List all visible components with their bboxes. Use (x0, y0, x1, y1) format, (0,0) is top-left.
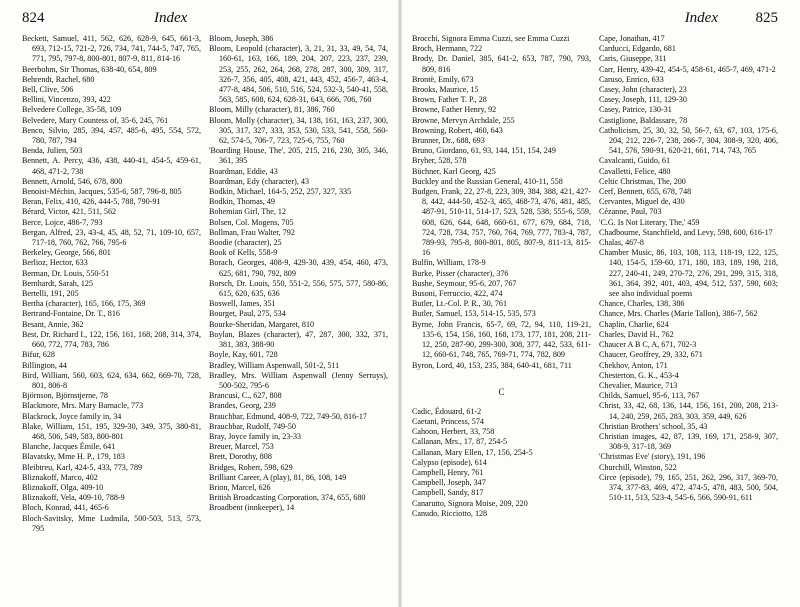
index-entry: Chaucer, Geoffrey, 29, 332, 671 (599, 350, 703, 360)
left-page (0, 0, 398, 607)
index-entry: Brontë, Emily, 673 (412, 74, 474, 84)
index-entry: Campbell, Sandy, 817 (412, 488, 484, 498)
index-entry: Chevalier, Maurice, 713 (599, 380, 678, 390)
index-entry: Bergan, Alfred, 23, 43-4, 45, 48, 52, 71, 109-10, 657, 717-18, 760, 762, 766, 795-6 (22, 227, 201, 248)
index-entries-b (412, 34, 591, 371)
index-entry: Chadbourne, Stanchfield, and Levy, 598, 600, 616-17 (599, 227, 773, 237)
index-entry: Callanan, Mrs., 17, 87, 254-5 (412, 437, 508, 447)
left-page-columns (22, 34, 388, 534)
index-entry: Bertelli, 191, 205 (22, 289, 79, 299)
index-entry: Bryher, 528, 578 (412, 156, 467, 166)
index-entry: Bellini, Vincenzo, 393, 422 (22, 95, 111, 105)
right-page-header (412, 10, 778, 32)
index-entry: Casey, John (character), 23 (599, 85, 687, 95)
right-page-columns (412, 34, 778, 519)
index-entry: Chaucer A B C, A, 671, 702-3 (599, 340, 697, 350)
index-entry: Bray, Joyce family in, 23-33 (209, 431, 302, 441)
index-entry: Bloom, Joseph, 386 (209, 34, 274, 43)
index-entry: Childs, Samuel, 95-6, 113, 767 (599, 391, 700, 401)
index-entry: Cavalcanti, Guido, 61 (599, 156, 671, 166)
index-entry: Boswell, James, 351 (209, 299, 276, 309)
index-entry: Blanche, Jacques Émile, 641 (22, 442, 116, 452)
index-column-right (599, 34, 778, 519)
index-entry: Brody, Dr. Daniel, 385, 641-2, 653, 787, 790, 793, 809, 816 (412, 54, 591, 74)
index-entry: Belvedere College, 35-58, 109 (22, 105, 122, 115)
index-entry: Borach, Georges, 408-9, 429-30, 439, 454, 460, 473, 625, 681, 790, 792, 809 (209, 258, 388, 278)
index-entry: Bohemian Girl, The, 12 (209, 207, 286, 217)
index-entry: Bliznakoff, Marco, 402 (22, 472, 98, 482)
index-entry: Brown, Father T. P., 28 (412, 95, 487, 105)
index-entry: Burke, Pisser (character), 376 (412, 268, 509, 278)
index-entry: Chance, Mrs. Charles (Marie Tallon), 386-7, 562 (599, 309, 758, 319)
index-entry: Celtic Christmas, The, 200 (599, 176, 686, 186)
index-entry: Churchill, Winston, 522 (599, 462, 677, 472)
index-entry: Bodkin, Michael, 164-5, 252, 257, 327, 335 (209, 187, 352, 197)
index-entry: Brauchbar, Edmund, 408-9, 722, 749-50, 816-17 (209, 411, 367, 421)
index-entry: Bollman, Frau Walter, 792 (209, 227, 295, 237)
index-entry: Carducci, Edgardo, 681 (599, 44, 676, 54)
index-entry: Brilliant Career, A (play), 81, 86, 108, 149 (209, 472, 347, 482)
index-entry: Chesterton, G. K., 453-4 (599, 370, 679, 380)
index-entry: Christian Brothers' school, 35, 43 (599, 421, 708, 431)
index-entry: Belvedere, Mary Countess of, 35-6, 245, 761 (22, 115, 169, 125)
page-number: 825 (755, 10, 778, 26)
index-entry: Bennett, A. Percy, 436, 438, 440-41, 454-5, 459-61, 468, 471-2, 738 (22, 156, 201, 176)
index-entry: Broch, Hermann, 722 (412, 44, 483, 54)
index-entry: Büchner, Karl Georg, 425 (412, 166, 496, 176)
right-page (402, 0, 800, 607)
index-entry: Bifur, 628 (22, 350, 55, 360)
index-entry: Bulfin, William, 178-9 (412, 258, 486, 268)
index-entry: Casey, Patrice, 130-31 (599, 105, 672, 115)
index-entry: Blackmore, Mrs. Mary Barnacle, 773 (22, 401, 144, 411)
index-entry: Brunner, Dr., 688, 693 (412, 136, 485, 146)
index-column-left (412, 34, 591, 519)
index-entry: Behrendt, Rachel, 680 (22, 74, 95, 84)
left-page-header (22, 10, 388, 32)
index-entry: Bloch-Savitsky, Mme Ludmila, 500-503, 513, 573, 795 (22, 513, 201, 533)
index-entry: Christian images, 42, 87, 139, 169, 171, 258-9, 307, 308-9, 317-18, 369 (599, 431, 778, 452)
index-entry: Beran, Felix, 410, 426, 444-5, 788, 790-91 (22, 197, 161, 207)
index-entry: Browning, Robert, 460, 643 (412, 125, 503, 135)
index-entry: Bloom, Milly (character), 81, 386, 760 (209, 105, 335, 115)
index-entry: Castiglione, Baldassare, 78 (599, 115, 688, 125)
index-entry: Chalas, 467-8 (599, 238, 644, 248)
index-entry: Chekhov, Anton, 171 (599, 360, 668, 370)
running-title: Index (684, 10, 718, 26)
index-entry: Bruno, Giordano, 61, 93, 144, 151, 154, 249 (412, 146, 556, 156)
index-entry: Circe (episode), 79, 165, 251, 262, 296, 317, 369-70, 374, 377-83, 469, 472, 474-5, 478, 483, 500, 504, 510-11, 513, 523-4, 545-6, 566, 590-91, 611 (599, 472, 778, 503)
index-entry: Boylan, Blazes (character), 47, 287, 300, 332, 371, 381, 383, 388-90 (209, 329, 388, 350)
index-entry: Canarutto, Signora Moise, 209, 220 (412, 498, 528, 508)
index-entry: Browne, Father Henry, 92 (412, 105, 497, 115)
index-entry: Bell, Clive, 506 (22, 85, 74, 95)
index-entry: Brion, Marcel, 626 (209, 482, 271, 492)
index-entry: Bolsen, Col. Mogens, 705 (209, 217, 294, 227)
index-entry: Christ, 33, 42, 68, 136, 144, 156, 161, 200, 208, 213-14, 240, 259, 265, 283, 303, 359, 449, 626 (599, 401, 778, 421)
index-entry: Campbell, Joseph, 347 (412, 478, 486, 488)
index-entry: Busoni, Ferruccio, 422, 474 (412, 289, 503, 299)
index-entry: Breuer, Marcel, 753 (209, 442, 274, 452)
index-entry: Callanan, Mary Ellen, 17, 156, 254-5 (412, 447, 533, 457)
index-entry: Borsch, Dr. Louis, 550, 551-2, 556, 575, 577, 580-86, 615, 620, 635, 636 (209, 278, 388, 299)
index-entry: Billington, 44 (22, 360, 67, 370)
index-entry: Cerf, Bennett, 655, 678, 748 (599, 187, 692, 197)
index-entry: Bertha (character), 165, 166, 175, 369 (22, 299, 146, 309)
index-entry: Bliznakoff, Vela, 409-10, 788-9 (22, 493, 125, 503)
index-entry: Blavatsky, Mme H. P., 179, 183 (22, 452, 125, 462)
index-entry: Browne, Mervyn Archdale, 255 (412, 115, 515, 125)
index-entry: Charles, David H., 762 (599, 329, 674, 339)
index-column-left (22, 34, 201, 534)
index-entry: Best, Dr. Richard I., 122, 156, 161, 168, 208, 314, 374, 660, 772, 774, 783, 786 (22, 329, 201, 350)
index-entry: Besant, Annie, 362 (22, 319, 84, 329)
index-entry: Buckley and the Russian General, 410-11, 558 (412, 176, 563, 186)
index-entry: Blackrock, Joyce family in, 34 (22, 411, 122, 421)
index-entry: Cervantes, Miguel de, 430 (599, 197, 685, 207)
index-entry: Calypso (episode), 614 (412, 457, 487, 467)
index-entry: Bourke-Sheridan, Margaret, 810 (209, 319, 315, 329)
page-number: 824 (22, 10, 45, 26)
index-entry: Bertrand-Fontaine, Dr. T., 816 (22, 309, 120, 319)
index-entry: 'Boarding House, The', 205, 215, 216, 230, 305, 346, 361, 395 (209, 146, 388, 166)
index-entry: Broadbent (innkeeper), 14 (209, 503, 295, 513)
index-entry: Butler, Lt.-Col. P. R., 30, 761 (412, 299, 508, 309)
index-entry: Bérard, Victor, 421, 511, 562 (22, 207, 117, 217)
index-entry: Cape, Jonathan, 417 (599, 34, 665, 43)
index-entry: Bodkin, Thomas, 49 (209, 197, 275, 207)
index-entry: Caruso, Enrico, 633 (599, 74, 664, 84)
index-entry: Bradley, Mrs. William Aspenwall (Jenny Serruys), 500-502, 795-6 (209, 370, 388, 390)
index-entry: Chaplin, Charlie, 624 (599, 319, 669, 329)
index-entry: Benco, Silvio, 285, 394, 457, 485-6, 495, 554, 572, 780, 787, 794 (22, 125, 201, 146)
index-entry: Boyle, Kay, 601, 728 (209, 350, 278, 360)
index-entry: 'C.G. Is Not Literary, The,' 459 (599, 217, 700, 227)
index-entry: Chamber Music, 86, 103, 108, 113, 118-19, 122, 125, 140, 154-5, 159-60, 171, 180, 183, 189, 198, 218, 227, 240-41, 249, 270-72, 276, 291, 299, 315, 318, 361, 364, 392, 401, 403, 494, 512, 537, 590, 603; see also individual poems (599, 248, 778, 299)
index-entry: Brett, Dorothy, 808 (209, 452, 272, 462)
index-entry: Berlioz, Hector, 633 (22, 258, 88, 268)
index-entry: Canudo, Ricciotto, 128 (412, 508, 488, 518)
index-entry: Bennett, Arnold, 546, 678, 800 (22, 176, 123, 186)
index-entry: Boardman, Eddie, 43 (209, 166, 278, 176)
index-entry: Budgen, Frank, 22, 27-8, 223, 309, 384, 388, 421, 427-8, 442, 444-50, 452-3, 465, 468-73, 476, 481, 485, 487-91, 510-11, 514-17, 523, 528, 538, 555-6, 559, 608, 626, 644, 648, 660-61, 677, 679, 684, 718, 724, 728, 734, 757, 760, 764, 769, 777, 783-4, 787, 789-93, 795-8, 800-801, 805, 807-9, 811-13, 815-16 (412, 187, 591, 258)
index-column-right (209, 34, 388, 534)
index-entry: Benoist-Méchin, Jacques, 535-6, 587, 796-8, 805 (22, 187, 182, 197)
index-entry: Casey, Joseph, 111, 129-30 (599, 95, 687, 105)
index-entry: Bernhardt, Sarah, 125 (22, 278, 94, 288)
index-entry: Brooks, Maurice, 15 (412, 85, 479, 95)
running-title: Index (154, 10, 188, 26)
index-entry: Benda, Julien, 503 (22, 146, 83, 156)
index-entry: Brauchbar, Rudolf, 749-50 (209, 421, 296, 431)
index-entry: Catholicism, 25, 30, 32, 50, 56-7, 63, 67, 103, 175-6, 204, 212, 226-7, 238, 266-7, 304, 308-9, 320, 406, 541, 576, 590-91, 620-21, 661, 714, 743, 765 (599, 125, 778, 156)
section-letter: C (498, 386, 505, 397)
index-entry: Book of Kells, 558-9 (209, 248, 278, 258)
index-entry: Bourget, Paul, 275, 534 (209, 309, 286, 319)
index-entry: Cahoon, Herbert, 33, 758 (412, 427, 495, 437)
index-entry: Brandes, Georg, 239 (209, 401, 276, 411)
index-entry: Cadic, Édouard, 61-2 (412, 406, 482, 416)
index-entry: Bridges, Robert, 598, 629 (209, 462, 293, 472)
index-entry: Bradley, William Aspenwall, 501-2, 511 (209, 360, 340, 370)
index-entry: Boardman, Edy (character), 43 (209, 176, 310, 186)
index-entry: Berkeley, George, 566, 801 (22, 248, 111, 258)
index-entry: Byron, Lord, 40, 153, 235, 384, 640-41, 681, 711 (412, 360, 572, 370)
index-entry: Cézanne, Paul, 703 (599, 207, 662, 217)
index-entry: Carr, Henry, 439-42, 454-5, 458-61, 465-7, 469, 471-2 (599, 64, 776, 74)
index-entry: Brancusi, C., 627, 808 (209, 391, 282, 401)
index-entry: Boodie (character), 25 (209, 238, 282, 248)
index-entry: Beerbohm, Sir Thomas, 638-40, 654, 809 (22, 64, 157, 74)
index-entry: Butler, Samuel, 153, 514-15, 535, 573 (412, 309, 536, 319)
index-entry: Campbell, Henry, 761 (412, 467, 484, 477)
index-entry: Berce, Lojce, 486-7, 793 (22, 217, 103, 227)
index-entry: Bloch, Konrad, 441, 465-6 (22, 503, 109, 513)
index-entry: Blake, William, 151, 195, 329-30, 349, 375, 380-81, 468, 506, 549, 583, 800-801 (22, 421, 201, 441)
index-entry: Bleibtreu, Karl, 424-5, 433, 773, 789 (22, 462, 143, 472)
index-entry: Beckett, Samuel, 411, 562, 626, 628-9, 645, 661-3, 693, 712-15, 721-2, 726, 734, 741, 744-5, 747, 765, 771, 795, 797-8, 800-801, 807-9, 811, 814-16 (22, 34, 201, 64)
index-entry: Caetani, Princess, 574 (412, 416, 484, 426)
index-entry: Brocchi, Signora Emma Cuzzi, see Emma Cuzzi (412, 34, 570, 43)
index-entry: Berman, Dr. Louis, 550-51 (22, 268, 110, 278)
index-entry: Bloom, Molly (character), 34, 138, 161, 163, 237, 300, 305, 317, 327, 333, 353, 530, 533, 541, 558, 560-62, 574-5, 706-7, 723, 725-6, 755, 760 (209, 115, 388, 146)
index-entries-c (412, 407, 591, 519)
index-entry: Bliznakoff, Olga, 409-10 (22, 482, 104, 492)
index-entry: Bloom, Leopold (character), 3, 21, 31, 33, 49, 54, 74, 160-61, 163, 166, 189, 204, 207, 223, 237, 239, 253, 255, 262, 264, 268, 278, 287, 300, 309, 317, 326-7, 356, 405, 408, 421, 443, 452, 456-7, 463-4, 477-8, 484, 506, 510, 516, 524, 532-3, 540-41, 558, 563, 585, 608, 624, 628-31, 643, 666, 706, 760 (209, 44, 388, 105)
index-entry: 'Christmas Eve' (story), 191, 196 (599, 452, 706, 462)
index-entry: Chance, Charles, 138, 386 (599, 299, 685, 309)
index-entry: Byrne, John Francis, 65-7, 69, 72, 94, 110, 119-21, 135-6, 154, 156, 160, 168, 173, 177, 181, 208, 211-12, 250, 287-90, 299-300, 308, 377, 442, 533, 611-12, 660-61, 748, 765, 769-71, 774, 782, 809 (412, 319, 591, 360)
index-entry: Bird, William, 560, 603, 624, 634, 662, 669-70, 728, 801, 806-8 (22, 370, 201, 390)
index-entry: Cavalletti, Felice, 480 (599, 166, 671, 176)
index-entry: British Broadcasting Corporation, 374, 655, 680 (209, 493, 366, 503)
index-entry: Björnson, Björnstjerne, 78 (22, 391, 108, 401)
index-entry: Caris, Giuseppe, 311 (599, 54, 667, 64)
index-entry: Bushe, Seymour, 95-6, 207, 767 (412, 278, 517, 288)
